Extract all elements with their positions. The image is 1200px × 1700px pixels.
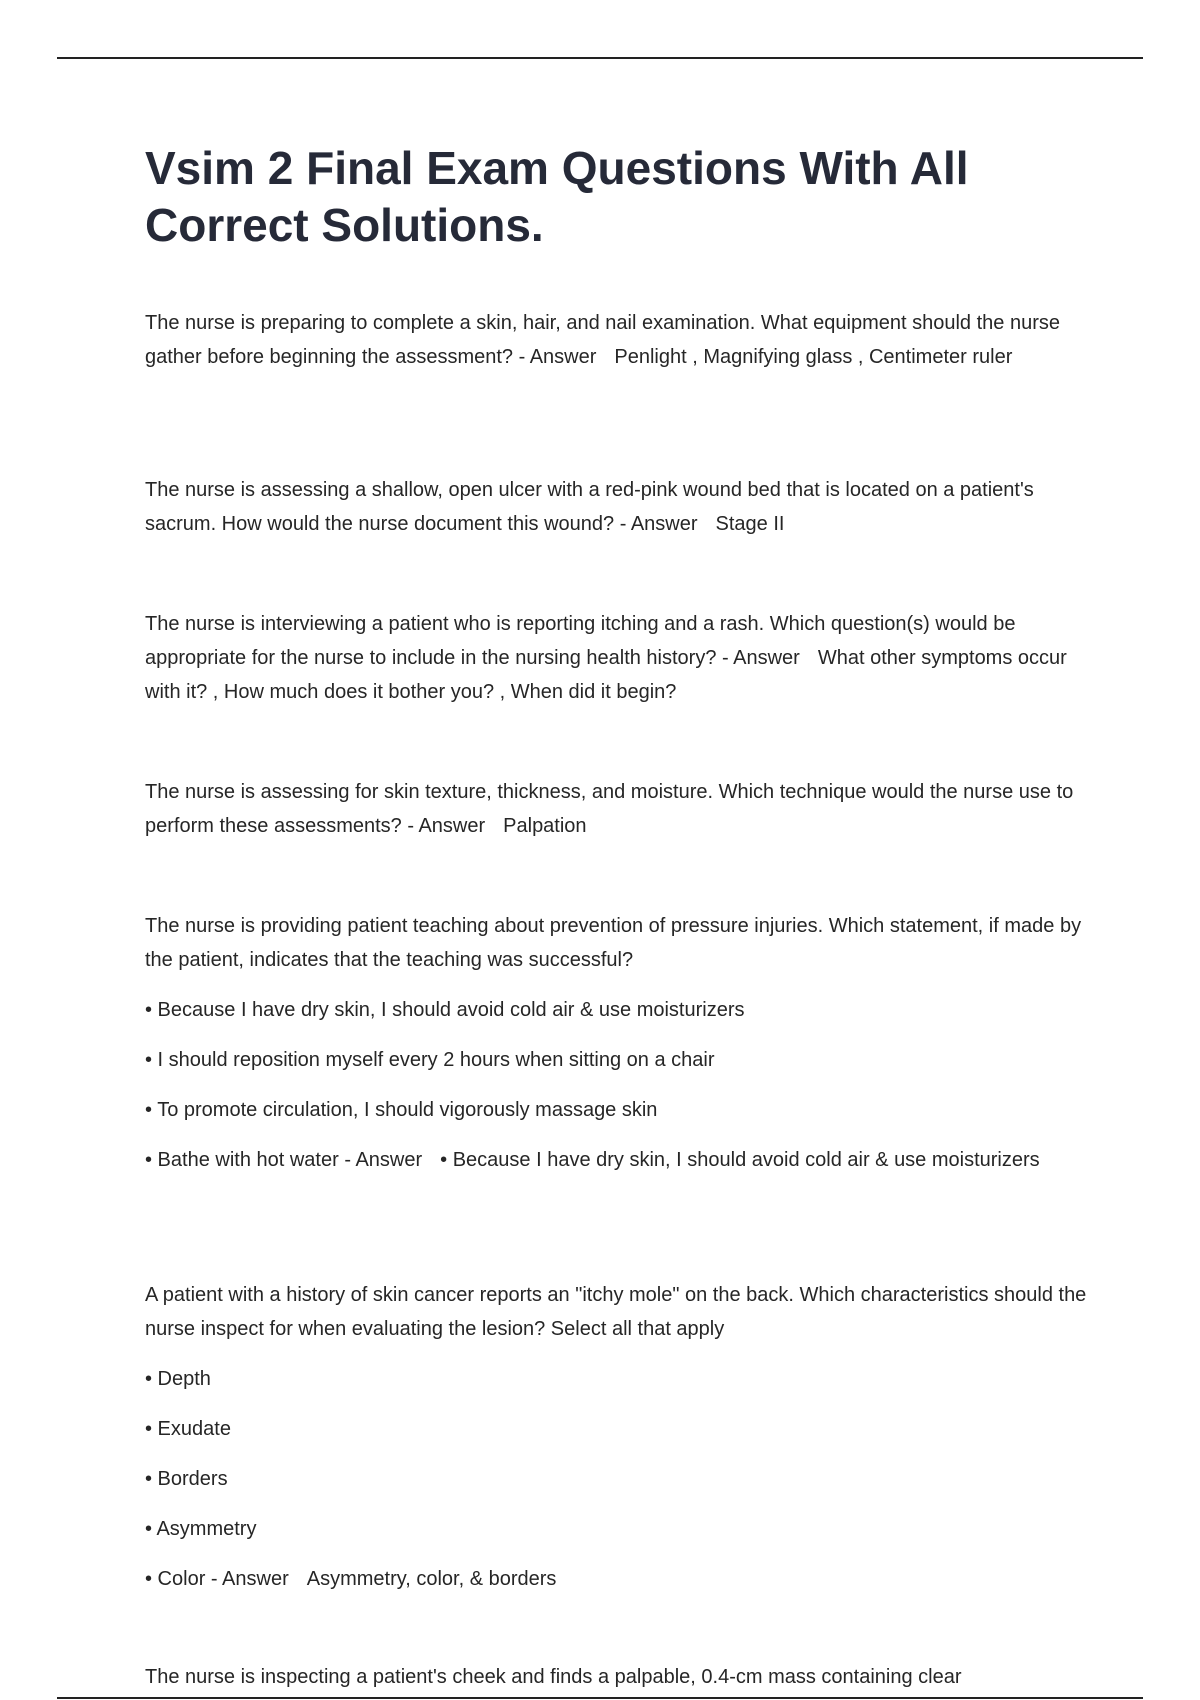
qa-item-1 [145,306,1105,374]
question-text: The nurse is providing patient teaching about prevention of pressure injuries. Which statement, if made by the patient, indicates that the teaching was successful? [145,915,1082,971]
answer-separator: - Answer [619,513,698,535]
list-item: • Exudate [145,1418,231,1440]
list-item: • Borders [145,1468,228,1490]
qa-text [145,607,1105,709]
footer-rule [57,1697,1143,1699]
list-item: • Bathe with hot water [145,1149,339,1171]
qa-item-2 [145,473,1105,541]
qa-item-7 [145,1660,1105,1694]
question-text: The nurse is inspecting a patient's cheek and finds a palpable, 0.4-cm mass containing clear [145,1666,962,1688]
question-text: The nurse is assessing for skin texture, thickness, and moisture. Which technique would the nurse use to perform these assessments? [145,781,1074,837]
list-item-with-answer [145,1143,1105,1177]
qa-text [145,306,1105,374]
list-item-with-answer [145,1562,1105,1596]
header-rule [57,57,1143,59]
answer-separator: - Answer [518,346,597,368]
list-item: • Asymmetry [145,1518,257,1540]
answer-text: Stage II [715,513,785,535]
list-item: • I should reposition myself every 2 hours when sitting on a chair [145,1049,715,1071]
page-title: Vsim 2 Final Exam Questions With All Correct Solutions. [145,142,969,251]
answer-separator: - Answer [210,1568,289,1590]
list-item: • Depth [145,1368,211,1390]
question-text: The nurse is assessing a shallow, open ulcer with a red-pink wound bed that is located on a patient's sacrum. How would the nurse document this wound? [145,479,1034,535]
list-item: • To promote circulation, I should vigorously massage skin [145,1099,658,1121]
list-item: • Color [145,1568,206,1590]
qa-text [145,775,1105,843]
answer-separator: - Answer [407,815,486,837]
answer-separator: - Answer [344,1149,423,1171]
question-text: A patient with a history of skin cancer reports an "itchy mole" on the back. Which characteristics should the nurse inspect for when evaluating the lesion? Select all that apply [145,1284,1087,1340]
question-text: The nurse is preparing to complete a skin, hair, and nail examination. What equipment should the nurse gather before beginning the assessment? [145,312,1060,368]
qa-item-6 [145,1278,1105,1596]
answer-text: What other symptoms occur with it? , How much does it bother you? , When did it begin? [145,647,1067,703]
answer-text: • Because I have dry skin, I should avoid cold air & use moisturizers [440,1149,1040,1171]
qa-item-4 [145,775,1105,843]
answer-text: Asymmetry, color, & borders [306,1568,557,1590]
qa-item-5 [145,909,1105,1177]
question-text: The nurse is interviewing a patient who is reporting itching and a rash. Which question(s) would be appropriate for the nurse to include in the nursing health history? [145,613,1016,669]
answer-text: Palpation [503,815,587,837]
qa-item-3 [145,607,1105,709]
qa-text [145,473,1105,541]
answer-separator: - Answer [722,647,800,669]
answer-text: Penlight , Magnifying glass , Centimeter ruler [614,346,1013,368]
list-item: • Because I have dry skin, I should avoid cold air & use moisturizers [145,999,745,1021]
